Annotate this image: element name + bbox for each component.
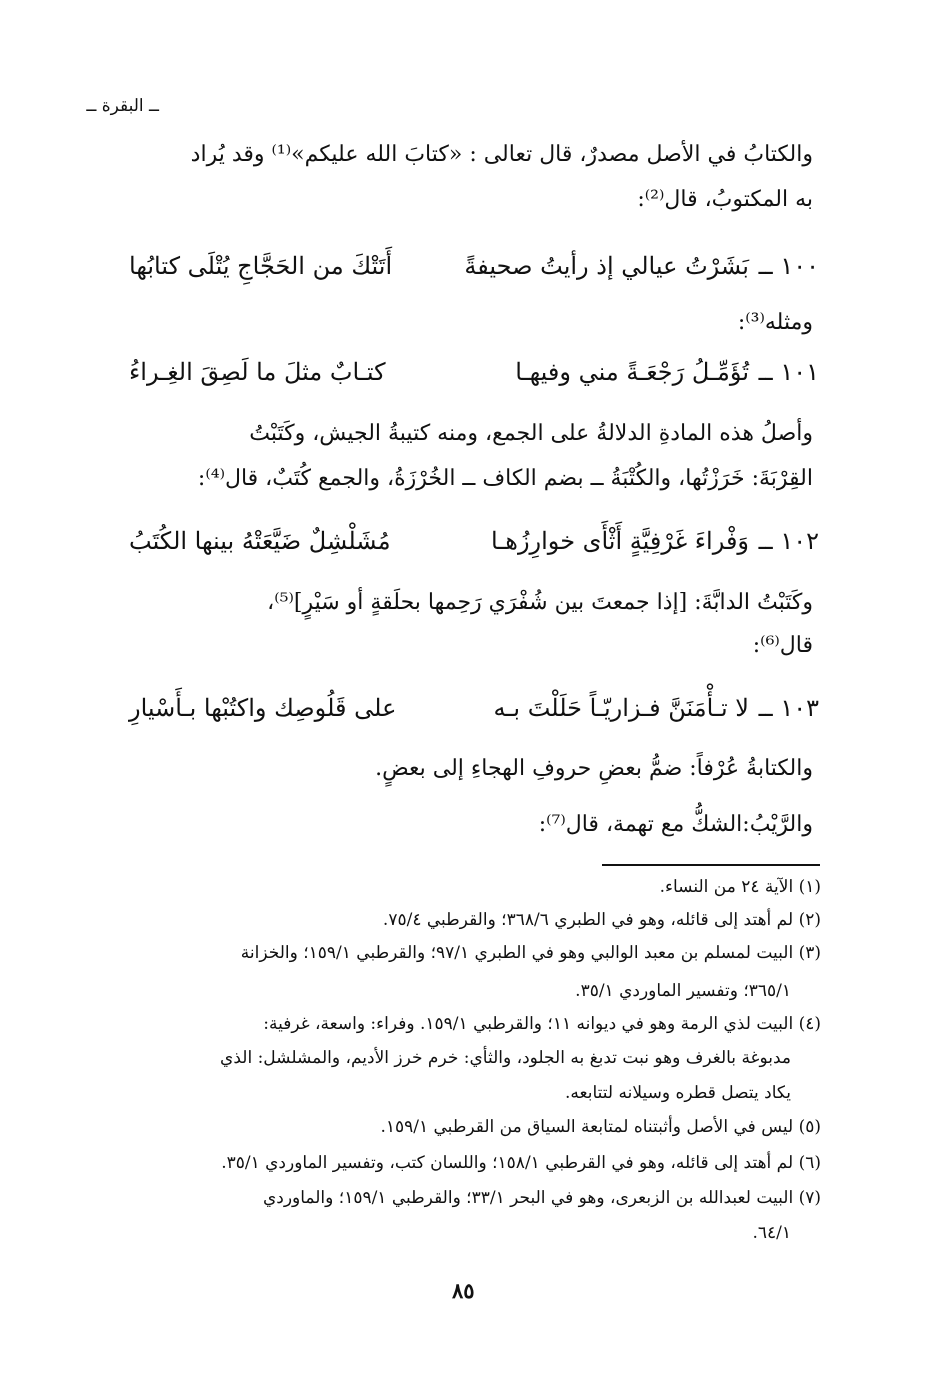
footnote-6: (٦) لم أهتد إلى قائله، وهو في القرطبي ١٥٨/١؛ واللسان كتب، وتفسير الماوردي ٣٥/١.	[221, 1153, 821, 1173]
body-line-8: والكتابةُ عُرْفاً: ضمُّ بعضِ حروفِ الهجاءِ إلى بعضٍ.	[375, 756, 813, 781]
verse-101	[129, 358, 819, 394]
footnote-separator	[602, 864, 820, 866]
body-line-7: قال⁽⁶⁾:	[752, 633, 813, 658]
body-line-3: ومثله⁽³⁾:	[737, 310, 813, 335]
body-line-5: القِرْبَةَ: خَرَزْتُها، والكُتْبَةُ ــ بضم الكاف ــ الخُرْزَةُ، والجمع كُتَبٌ، قال⁽⁴⁾:	[197, 466, 813, 491]
verse-100	[129, 252, 819, 288]
body-line-2: به المكتوبُ، قال⁽²⁾:	[637, 187, 813, 212]
body-line-4: وأصلُ هذه المادةِ الدلالةُ على الجمع، ومنه كتيبةُ الجيش، وكَتَبْتُ	[249, 421, 813, 446]
verse-number: ١٠٢ ــ	[758, 527, 819, 555]
verse-number: ١٠١ ــ	[758, 358, 819, 386]
body-line-9: والرَّيْبُ:الشكُّ مع تهمة، قال⁽⁷⁾:	[538, 812, 813, 837]
verse-second-hemistich: على قَلُوصِك واكتُبْها بـأَسْيارِ	[129, 694, 397, 722]
running-header: ــ البقرة ــ	[86, 96, 159, 116]
footnote-4-cont-1: مدبوغة بالغرف وهو نبت تدبغ به الجلود، والثأي: خرم خرز الأديم، والمشلشل: الذي	[220, 1048, 791, 1068]
footnote-4-cont-2: يكاد يتصل قطره وسيلانه لتتابعه.	[565, 1083, 791, 1103]
footnote-4: (٤) البيت لذي الرمة وهو في ديوانه ١١؛ والقرطبي ١٥٩/١. وفراء: واسعة، غرفية:	[263, 1014, 821, 1034]
footnote-5: (٥) ليس في الأصل وأثبتناه لمتابعة السياق من القرطبي ١٥٩/١.	[380, 1117, 821, 1137]
body-line-1: والكتابُ في الأصل مصدرٌ، قال تعالى : «كتابَ الله عليكم»⁽¹⁾ وقد يُراد	[190, 142, 813, 167]
verse-first-hemistich: تُؤَمِّـلُ رَجْعَـةً مني وفيهـا	[515, 358, 749, 386]
verse-103	[129, 694, 819, 730]
verse-number: ١٠٣ ــ	[758, 694, 819, 722]
footnote-2: (٢) لم أهتد إلى قائله، وهو في الطبري ٣٦٨/٦؛ والقرطبي ٧٥/٤.	[382, 910, 821, 930]
footnote-3-cont: ٣٦٥/١؛ وتفسير الماوردي ٣٥/١.	[575, 981, 791, 1001]
verse-first-hemistich: بَشَرْتُ عيالي إذ رأيتُ صحيفةً	[464, 252, 749, 280]
verse-102	[129, 527, 819, 563]
footnote-1: (١) الآية ٢٤ من النساء.	[659, 877, 821, 897]
verse-first-hemistich: لا تـأْمَنَنَّ فـزاريّـاً حَلَلْتَ بـه	[493, 694, 749, 722]
footnote-3: (٣) البيت لمسلم بن معبد الوالبي وهو في الطبري ٩٧/١؛ والقرطبي ١٥٩/١؛ والخزانة	[240, 943, 821, 963]
verse-second-hemistich: مُشَلْشِلٌ ضَيَّعَتْهُ بينها الكُتَبُ	[129, 527, 391, 555]
footnote-7-cont: ٦٤/١.	[752, 1223, 791, 1243]
verse-number: ١٠٠ ــ	[758, 252, 819, 280]
page-number: ٨٥	[452, 1278, 475, 1303]
verse-first-hemistich: وَفْراءَ غَرْفِيَّةٍ أَثْأَى خوارِزُهـا	[490, 527, 749, 555]
footnote-7: (٧) البيت لعبدالله بن الزبعرى، وهو في البحر ٣٣/١؛ والقرطبي ١٥٩/١؛ والماوردي	[262, 1188, 821, 1208]
verse-second-hemistich: أَتَتْكَ من الحَجَّاجِ يُتْلَى كتابُها	[129, 252, 393, 280]
verse-second-hemistich: كتـابٌ مثلَ ما لَصِقَ الغِـراءُ	[129, 358, 386, 386]
body-line-6: وكَتَبْتُ الدابَّةَ: [إذا جمعتَ بين شُفْرَي رَحِمها بحلَقةٍ أو سَيْرٍ]⁽⁵⁾،	[267, 590, 813, 615]
